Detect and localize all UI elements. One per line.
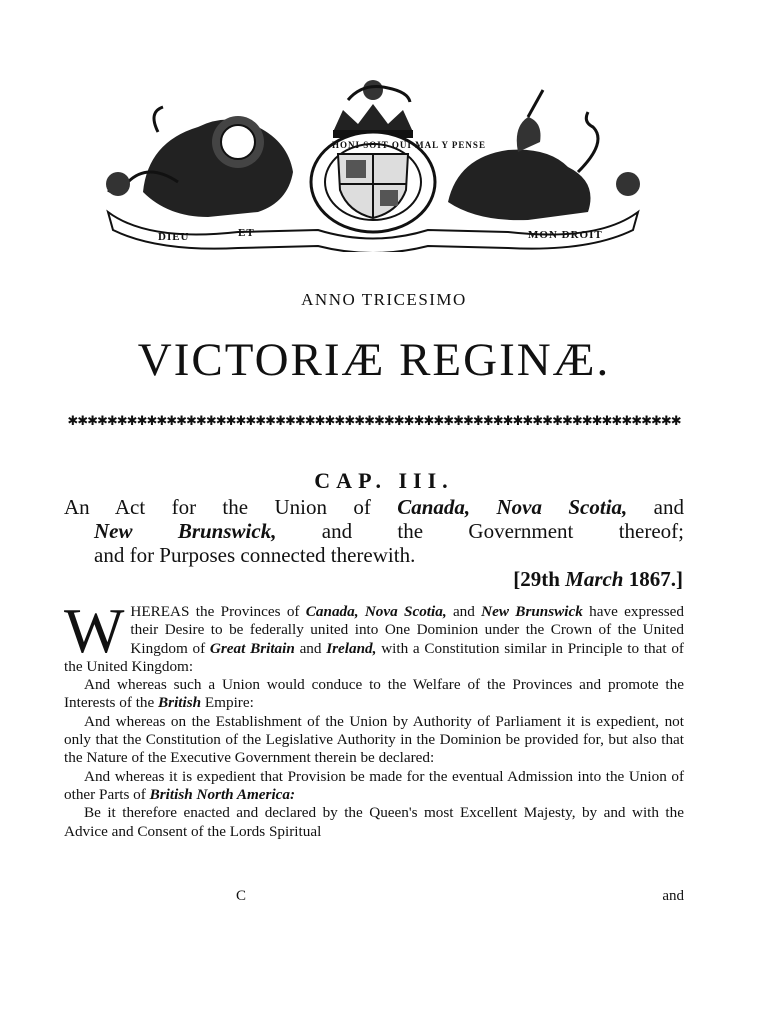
p1-text-d: New Brunswick [481,603,583,620]
unicorn-supporter-icon [448,90,598,220]
motto-right-text: MON DROIT [528,229,603,241]
title-provinces: Canada, Nova Scotia, [397,495,628,519]
catchword: and [662,888,684,904]
preamble-text [64,595,684,841]
preamble-paragraph-4 [64,768,684,805]
date-close: 1867.] [623,567,683,591]
enacting-clause: Be it therefore enacted and declared by the Queen's most Excellent Majesty, by and with the Advice and Consent of the Lords Spiritual [64,804,684,840]
date-open: [29th [513,567,566,591]
p2-text-b: British [158,694,202,712]
motto-middle-text: ET [238,227,255,239]
p4-text-a: And whereas it is expedient that Provision be made for the eventual Admission into the Union of other Parts of [64,767,684,803]
title-text-3: and for Purposes connected therewith. [94,543,416,567]
motto-left-text: DIEU [158,231,190,243]
p1-text-a: HEREAS the Provinces of [130,603,306,620]
royal-coat-of-arms [88,72,658,252]
preamble-paragraph-1 [64,595,684,676]
p1-text-c: and [446,603,482,620]
chapter-number: CAP. III. [314,468,454,493]
preamble-paragraph-2 [64,676,684,713]
p4-text-b: British North America: [149,785,296,803]
star-separator: ✱✱✱✱✱✱✱✱✱✱✱✱✱✱✱✱✱✱✱✱✱✱✱✱✱✱✱✱✱✱✱✱✱✱✱✱✱✱✱✱✱✱✱✱✱✱✱✱✱✱✱✱✱✱✱✱✱✱✱✱✱✱ [67,414,681,429]
p1-text-i: with a Constitution similar in Principle to that of the United Kingdom: [64,639,684,675]
lion-supporter-icon [108,107,293,217]
crown-icon [333,80,413,138]
p1-text-g: and [294,639,327,657]
title-text-1a: An Act for the Union of [64,495,398,519]
p1-text-h: Ireland, [326,639,377,657]
p1-text-b: Canada, Nova Scotia, [305,603,447,620]
title-new-brunswick: New Brunswick, [94,519,277,543]
title-text-1c: and [627,495,684,519]
p1-text-e: have expressed their Desire to be federally united into One Dominion under the Crown of the United Kingdom of [130,603,684,657]
drop-cap: W [64,595,125,666]
p1-text-f: Great Britain [209,639,295,657]
regnal-year-heading: ANNO TRICESIMO [301,290,467,309]
regnal-title: VICTORIÆ REGINÆ. [137,334,611,386]
act-title [64,495,684,567]
preamble-paragraph-3: And whereas on the Establishment of the Union by Authority of Parliament it is expedient, not only that the Constitution of the Legislative Authority in the Dominion be provided for, but also that the Nature of the Executive Government therein be declared: [64,712,684,767]
signature-mark: C [236,888,247,904]
assent-date [513,567,683,592]
garter-motto-text: HONI SOIT QUI MAL Y PENSE [332,140,486,150]
p2-text-c: Empire: [201,694,254,712]
p2-text-a: And whereas such a Union would conduce to the Welfare of the Provinces and promote the Interests of the [64,676,684,712]
date-month: March [565,567,624,591]
title-text-2b: and the Government thereof; [276,519,684,543]
